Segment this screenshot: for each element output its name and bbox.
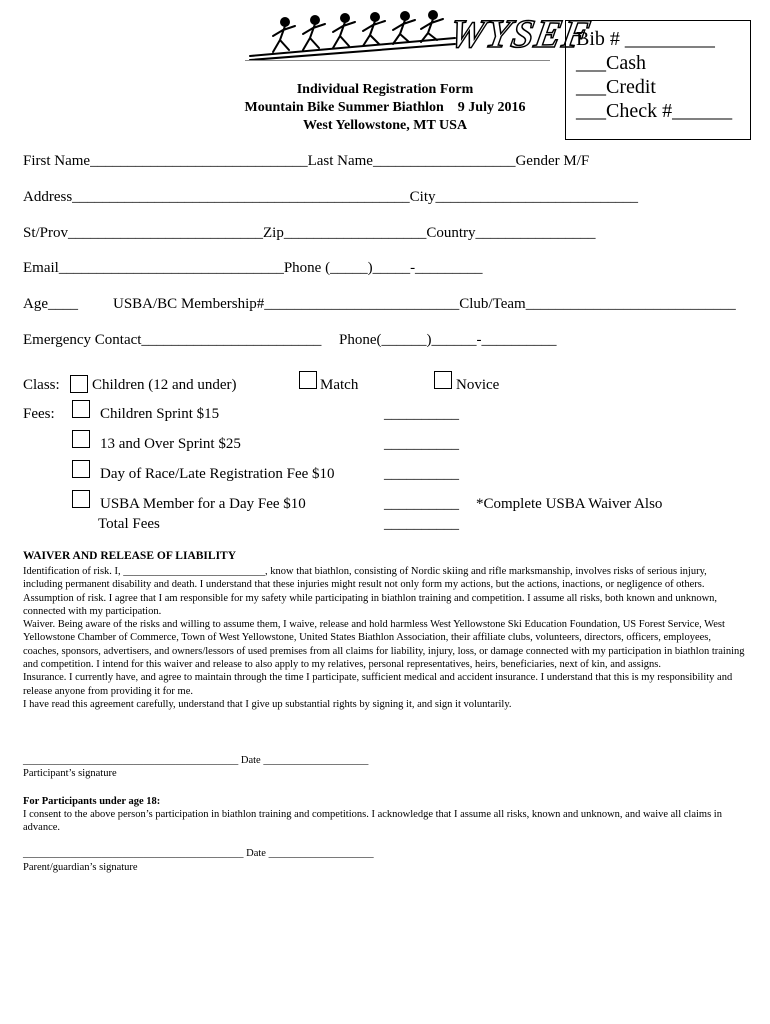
event-title: Mountain Bike Summer Biathlon 9 July 2016 <box>244 100 526 115</box>
usba-day-fee-amount[interactable]: __________ <box>384 496 459 512</box>
late-registration-amount[interactable]: __________ <box>384 466 459 482</box>
event-location: West Yellowstone, MT USA <box>302 118 468 133</box>
total-fees-label: Total Fees <box>98 516 160 532</box>
adult-sprint-checkbox[interactable] <box>72 430 90 448</box>
logo-rule <box>245 60 550 61</box>
skier-figure-5 <box>393 12 415 44</box>
waiver-assumption-of-risk: Assumption of risk. I agree that I am responsible for my safety while participating in biathlon training and competition. I assume all risks, both known and unknown, connected with my participation. <box>23 592 718 617</box>
address-city-row[interactable]: Address_____________________________________________City___________________________ <box>23 189 638 205</box>
children-sprint-checkbox[interactable] <box>72 400 90 418</box>
guardian-signature-line[interactable]: __________________________________________ Date ____________________ <box>23 848 374 859</box>
guardian-signature-label: Parent/guardian’s signature <box>23 862 138 873</box>
name-gender-row[interactable]: First Name_____________________________Last Name___________________Gender M/F <box>23 153 590 169</box>
adult-sprint-label: 13 and Over Sprint $25 <box>100 436 241 452</box>
skier-figure-4 <box>363 13 385 46</box>
novice-class-checkbox[interactable] <box>434 371 452 389</box>
waiver-identification-of-risk: Identification of risk. I, ___________________________, know that biathlon, consisting of Nordic skiing and rifle marksmanship, involves risks of serious injury, including permanent disability and death. I understand that these injuries might result not only form my actions, but the actions, inactions, or negligence of others. <box>23 566 707 591</box>
emergency-phone-field[interactable]: Phone(______)______-__________ <box>339 332 557 348</box>
office-use-box <box>565 20 751 140</box>
late-registration-checkbox[interactable] <box>72 460 90 478</box>
membership-club-row[interactable]: USBA/BC Membership#__________________________Club/Team____________________________ <box>113 296 736 312</box>
cash-option[interactable]: ___Cash <box>576 52 646 74</box>
waiver-body <box>23 565 748 711</box>
participant-signature-line[interactable]: _________________________________________ Date ____________________ <box>23 755 369 766</box>
emergency-contact-field[interactable]: Emergency Contact________________________ <box>23 332 322 348</box>
children-class-checkbox[interactable] <box>70 375 88 393</box>
match-class-label: Match <box>320 377 359 393</box>
skier-figure-6 <box>421 11 443 42</box>
age-field[interactable]: Age____ <box>23 296 78 312</box>
usba-day-fee-checkbox[interactable] <box>72 490 90 508</box>
check-option[interactable]: ___Check #______ <box>576 100 733 122</box>
children-class-label: Children (12 and under) <box>92 377 237 393</box>
fees-label: Fees: <box>23 406 55 422</box>
waiver-acknowledgement: I have read this agreement carefully, understand that I give up substantial rights by signing it, and sign it voluntarily. <box>23 698 512 710</box>
participant-signature-label: Participant’s signature <box>23 768 117 779</box>
credit-option[interactable]: ___Credit <box>576 76 656 98</box>
email-phone-row[interactable]: Email______________________________Phone (_____)_____-_________ <box>23 260 483 276</box>
minors-heading: For Participants under age 18: <box>23 796 161 807</box>
novice-class-label: Novice <box>456 377 500 393</box>
children-sprint-label: Children Sprint $15 <box>100 406 220 422</box>
waiver-heading: WAIVER AND RELEASE OF LIABILITY <box>23 550 237 562</box>
children-sprint-amount[interactable]: __________ <box>384 406 459 422</box>
skier-figure-1 <box>273 18 295 52</box>
late-registration-label: Day of Race/Late Registration Fee $10 <box>100 466 335 482</box>
waiver-release: Waiver. Being aware of the risks and willing to assume them, I waive, release and hold harmless West Yellowstone Ski Education Foundation, US Forest Service, West Yellowstone Chamber of Commerce, Town of West Yellowstone, United States Biathlon Association, their affiliate clubs, volunteers, directors, officers, employees, coaches, sponsors, advertisers, and owners/lessors of used premises from all claims for liability, injury, loss, or damage connected with my participation in biathlon training and competition. I intend for this waiver and release to also apply to my relatives, personal representatives, heirs, beneficiaries, next of kin, and assigns. <box>23 619 745 671</box>
match-class-checkbox[interactable] <box>299 371 317 389</box>
form-title: Individual Registration Form <box>296 82 474 97</box>
adult-sprint-amount[interactable]: __________ <box>384 436 459 452</box>
minors-consent-text: I consent to the above person’s participation in biathlon training and competitions. I acknowledge that I assume all risks, known and unknown, and waive all claims in advance. <box>23 809 722 834</box>
state-zip-country-row[interactable]: St/Prov__________________________Zip___________________Country________________ <box>23 225 596 241</box>
bib-number-field[interactable]: Bib # _________ <box>576 28 715 50</box>
usba-day-fee-label: USBA Member for a Day Fee $10 <box>100 496 306 512</box>
skier-figure-3 <box>333 14 355 48</box>
brand-logotype: WYSEF <box>446 11 595 56</box>
total-fees-amount[interactable]: __________ <box>384 516 459 532</box>
waiver-insurance: Insurance. I currently have, and agree to maintain through the time I participate, sufficient medical and accident insurance. I understand that this is my responsibility and release anyone from providing it for me. <box>23 672 733 697</box>
class-label: Class: <box>23 377 60 393</box>
skier-figure-2 <box>303 16 325 50</box>
usba-waiver-note: *Complete USBA Waiver Also <box>476 496 663 512</box>
